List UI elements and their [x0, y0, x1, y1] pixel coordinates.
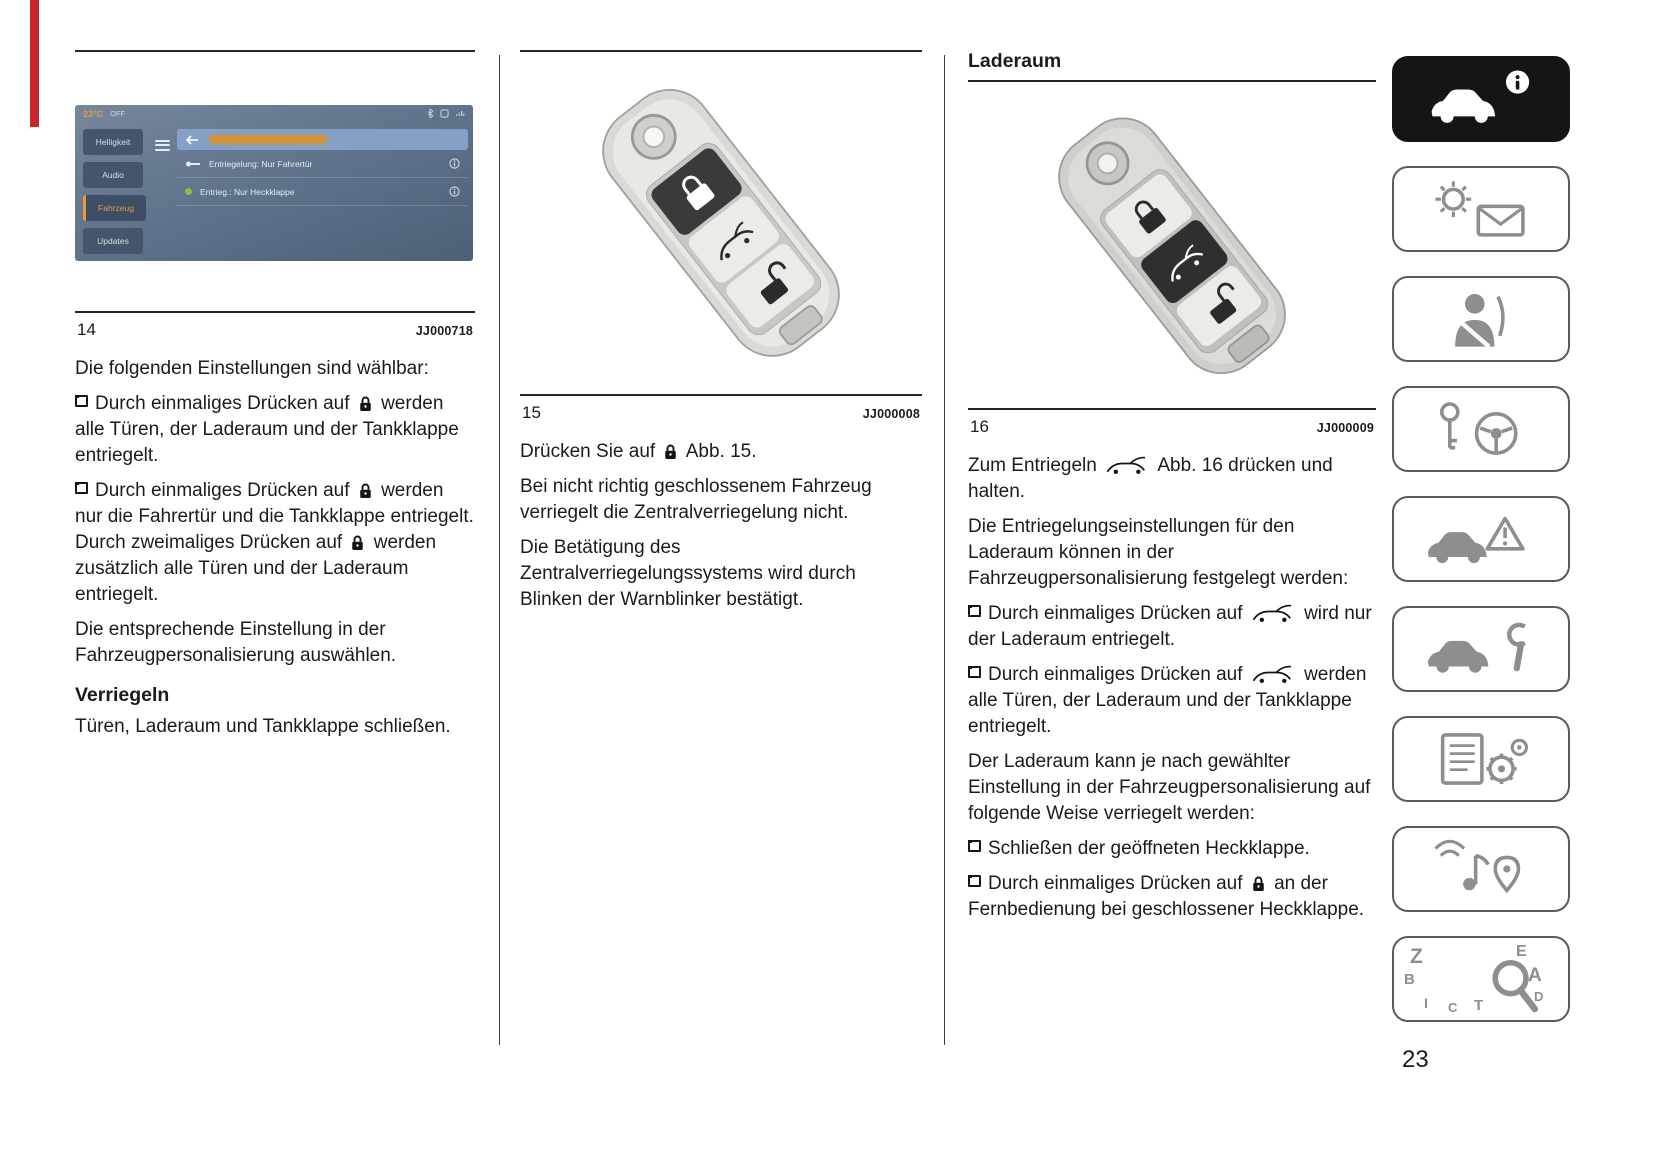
- index-letter: T: [1474, 997, 1484, 1014]
- chapter-tab-starting-driving[interactable]: [1392, 386, 1570, 472]
- lock-closed-icon: [663, 442, 678, 461]
- figure-16-caption: [970, 417, 1374, 437]
- menu-item-audio: Audio: [83, 162, 143, 188]
- index-letter: E: [1516, 943, 1527, 960]
- text: Durch einmaliges Drücken auf: [95, 393, 350, 415]
- bullet-paragraph: [968, 662, 1376, 740]
- highlighted-title-blur: [209, 135, 327, 144]
- text: werden alle Türen, der Laderaum und der Tankklappe entriegelt.: [968, 664, 1367, 738]
- screen-menu: [83, 129, 146, 254]
- figure-code: JJ000008: [862, 407, 920, 421]
- text: Drücken Sie auf: [520, 441, 656, 462]
- back-arrow-icon: [185, 135, 199, 145]
- green-toggle-dot-icon: [185, 188, 192, 195]
- figure-number: 14: [77, 320, 96, 339]
- paragraph: [520, 439, 922, 465]
- square-bullet-icon: [968, 666, 981, 678]
- index-letter: I: [1424, 995, 1428, 1011]
- figure-14-rule: [75, 311, 475, 313]
- key-icon: [185, 160, 201, 168]
- column-3: [968, 50, 1376, 932]
- figure-16-rule: [968, 408, 1376, 410]
- setting-row-driver-door: [177, 150, 468, 178]
- menu-item-helligkeit: Helligkeit: [83, 129, 143, 155]
- chapter-tab-index[interactable]: [1392, 936, 1570, 1022]
- bullet-paragraph: [75, 391, 475, 469]
- figure-number: 15: [522, 403, 541, 422]
- bullet-paragraph: [968, 871, 1376, 923]
- text: werden alle Türen, der Laderaum und der Tankklappe entriegelt.: [75, 393, 459, 467]
- top-rule-col1: [75, 50, 475, 52]
- figure-14-caption: [77, 320, 473, 340]
- square-bullet-icon: [75, 482, 88, 494]
- red-edge-mark: [30, 0, 39, 127]
- top-rule-col2: [520, 50, 922, 52]
- tailgate-open-icon: [1251, 604, 1296, 624]
- setting-label: Entrieg.: Nur Heckklappe: [200, 186, 295, 197]
- index-letter: B: [1404, 971, 1415, 988]
- column-2: [520, 50, 922, 622]
- figure-number: 16: [970, 417, 989, 436]
- info-icon: [449, 186, 460, 197]
- bullet-paragraph: [968, 836, 1376, 862]
- menu-item-fahrzeug: Fahrzeug: [83, 195, 146, 221]
- lock-closed-icon: [350, 533, 365, 552]
- audio-navigation-icon: [1418, 836, 1544, 902]
- bluetooth-icon: [426, 108, 434, 119]
- text: Schließen der geöffneten Heckklappe.: [988, 838, 1310, 860]
- key-steering-wheel-icon: [1418, 396, 1544, 462]
- figure-code: JJ000009: [1316, 421, 1374, 435]
- notification-icon: [440, 109, 449, 118]
- paragraph: Die entsprechende Einstellung in der Fahrzeugpersonalisierung auswählen.: [75, 619, 397, 667]
- text: Abb. 16 drücken und halten.: [968, 455, 1333, 503]
- text: an der Fernbedienung bei geschlossener Heckklappe.: [968, 873, 1365, 921]
- column-divider-1: [499, 55, 500, 1045]
- lock-closed-icon: [1251, 874, 1266, 893]
- index-letter: D: [1534, 989, 1544, 1004]
- lock-closed-icon: [358, 394, 373, 413]
- chapter-tab-dashboard[interactable]: [1392, 166, 1570, 252]
- climate-off-label: OFF: [110, 109, 126, 118]
- lock-closed-icon: [358, 481, 373, 500]
- paragraph: Der Laderaum kann je nach gewählter Einstellung in der Fahrzeugpersonalisierung auf folgende Weise verriegelt werden:: [968, 751, 1371, 825]
- chapter-tab-maintenance[interactable]: [1392, 606, 1570, 692]
- text: werden nur die Fahrertür und die Tankklappe entriegelt. Durch zweimaliges Drücken auf: [75, 480, 474, 554]
- bullet-paragraph: [75, 478, 475, 608]
- paragraph: [968, 453, 1376, 505]
- paragraph: Die folgenden Einstellungen sind wählbar:: [75, 358, 429, 379]
- text: Durch einmaliges Drücken auf: [988, 603, 1243, 625]
- person-seatbelt-icon: [1418, 286, 1544, 352]
- key-fob-figure-16: [982, 92, 1362, 396]
- temperature-readout: 23°C: [83, 108, 104, 119]
- index-letter: A: [1528, 965, 1542, 986]
- text: werden zusätzlich alle Türen und der Laderaum entriegelt.: [75, 532, 437, 606]
- menu-item-updates: Updates: [83, 228, 143, 254]
- screen-status-bar: [75, 105, 473, 122]
- index-letter: C: [1448, 1000, 1458, 1015]
- square-bullet-icon: [75, 395, 88, 407]
- chapter-tab-multimedia[interactable]: [1392, 826, 1570, 912]
- square-bullet-icon: [968, 840, 981, 852]
- hamburger-menu-icon: [155, 137, 170, 153]
- list-gear-icon: [1418, 726, 1544, 792]
- square-bullet-icon: [968, 875, 981, 887]
- chapter-tab-technical-data[interactable]: [1392, 716, 1570, 802]
- index-letter: Z: [1410, 945, 1423, 968]
- status-icons: [426, 108, 465, 119]
- heading-laderaum: Laderaum: [968, 50, 1062, 72]
- bullet-paragraph: [968, 601, 1376, 653]
- info-icon: [449, 158, 460, 169]
- setting-row-tailgate: [177, 178, 468, 206]
- figure-15-caption: [522, 403, 920, 423]
- settings-header: [177, 129, 468, 150]
- car-warning-triangle-icon: [1418, 506, 1544, 572]
- text: Abb. 15.: [685, 441, 757, 462]
- tailgate-open-icon: [1105, 456, 1150, 476]
- setting-label: Entriegelung: Nur Fahrertür: [209, 158, 313, 169]
- text: wird nur der Laderaum entriegelt.: [968, 603, 1372, 651]
- tailgate-open-icon: [1251, 665, 1296, 685]
- magnifier-icon: [1452, 954, 1578, 1020]
- chapter-tab-safety[interactable]: [1392, 276, 1570, 362]
- column-divider-2: [944, 55, 945, 1045]
- text: Durch einmaliges Drücken auf: [988, 873, 1243, 895]
- paragraph: Bei nicht richtig geschlossenem Fahrzeug verriegelt die Zentralverriegelung nicht.: [520, 476, 872, 524]
- paragraph: Türen, Laderaum und Tankklappe schließen.: [75, 716, 451, 738]
- text: Durch einmaliges Drücken auf: [988, 664, 1243, 686]
- chapter-tab-sidebar: [1392, 56, 1570, 1022]
- chapter-tab-car-info[interactable]: [1392, 56, 1570, 142]
- car-wrench-icon: [1418, 616, 1544, 682]
- square-bullet-icon: [968, 605, 981, 617]
- paragraph: Die Entriegelungseinstellungen für den Laderaum können in der Fahrzeugpersonalisierung festgelegt werden:: [968, 516, 1349, 590]
- car-info-icon: [1418, 66, 1544, 132]
- sun-envelope-icon: [1418, 176, 1544, 242]
- paragraph: Die Betätigung des Zentralverriegelungssystems wird durch Blinken der Warnblinker bestätigt.: [520, 537, 856, 611]
- screen-settings-panel: [177, 129, 468, 206]
- figure-14-infotainment-screenshot: [75, 105, 473, 261]
- text: Durch einmaliges Drücken auf: [95, 480, 350, 502]
- heading-verriegeln: Verriegeln: [75, 684, 170, 707]
- figure-15-rule: [520, 394, 922, 396]
- column-1: [75, 50, 475, 749]
- key-fob-figure-15: [525, 62, 917, 380]
- page-number: 23: [1402, 1046, 1429, 1073]
- heading-rule-col3: [968, 80, 1376, 82]
- figure-code: JJ000718: [415, 324, 473, 338]
- signal-icon: [455, 109, 465, 118]
- chapter-tab-emergency[interactable]: [1392, 496, 1570, 582]
- text: Zum Entriegeln: [968, 455, 1097, 476]
